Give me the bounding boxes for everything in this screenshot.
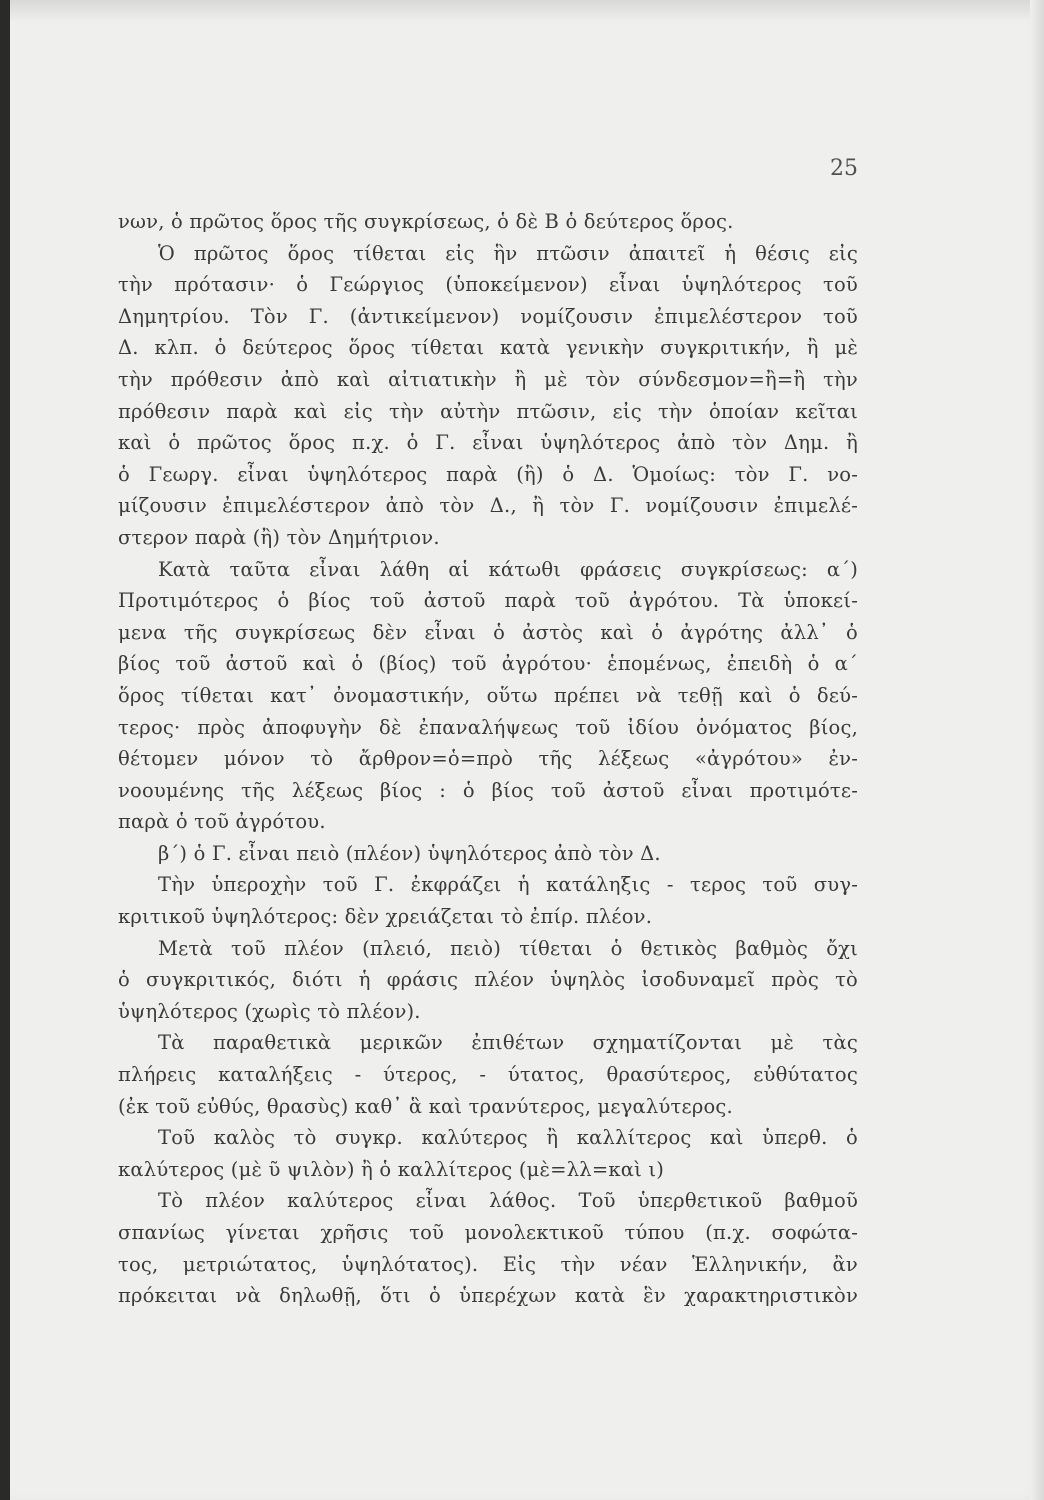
text-line: τερος· πρὸς ἀποφυγὴν δὲ ἐπαναλήψεως τοῦ ἰδίου ὀνόματος βίος, [118,715,858,739]
text-line: βίος τοῦ ἀστοῦ καὶ ὁ (βίος) τοῦ ἀγρότου· ἑπομένως, ἐπειδὴ ὁ α΄ [118,652,858,676]
text-line: σπανίως γίνεται χρῆσις τοῦ μονολεκτικοῦ τύπου (π.χ. σοφώτα- [118,1221,858,1244]
text-line: ὁ συγκριτικός, διότι ἡ φράσις πλέον ὑψηλὸς ἰσοδυναμεῖ πρὸς τὸ [118,968,858,992]
text-line: θέτομεν μόνον τὸ ἄρθρον=ὁ=πρὸ τῆς λέξεως «ἀγρότου» ἐν- [118,747,858,771]
text-line: τὴν πρόθεσιν ἀπὸ καὶ αἰτιατικὴν ἢ μὲ τὸν σύνδεσμον=ἢ=ἢ τὴν [118,367,858,391]
text-line: νων, ὁ πρῶτος ὅρος τῆς συγκρίσεως, ὁ δὲ Β ὁ δεύτερος ὅρος. [118,210,734,233]
text-line: β΄) ὁ Γ. εἶναι πειὸ (πλέον) ὑψηλότερος ἀπὸ τὸν Δ. [158,841,661,865]
text-line: ὑψηλότερος (χωρὶς τὸ πλέον). [118,999,421,1023]
text-line: Τὴν ὑπεροχὴν τοῦ Γ. ἐκφράζει ἡ κατάληξις - τερος τοῦ συγ- [158,873,858,897]
text-line: στερον παρὰ (ἢ) τὸν Δημήτριον. [118,525,440,549]
text-line: κριτικοῦ ὑψηλότερος: δὲν χρειάζεται τὸ ἐπίρ. πλέον. [118,905,653,929]
text-line: Δημητρίου. Τὸν Γ. (ἀντικείμενον) νομίζουσιν ἐπιμελέστερον τοῦ [118,304,858,328]
text-line: μενα τῆς συγκρίσεως δὲν εἶναι ὁ ἀστὸς καὶ ὁ ἀγρότης ἀλλ᾽ ὁ [118,620,858,644]
text-line: (ἐκ τοῦ εὐθύς, θρασὺς) καθ᾽ ἃ καὶ τρανύτερος, μεγαλύτερος. [118,1094,733,1118]
text-line: Μετὰ τοῦ πλέον (πλειό, πειὸ) τίθεται ὁ θετικὸς βαθμὸς ὄχι [158,936,858,960]
book-page [10,0,1044,1500]
text-line: Κατὰ ταῦτα εἶναι λάθη αἱ κάτωθι φράσεις συγκρίσεως: α΄) [158,557,858,581]
text-line: καλύτερος (μὲ ῦ ψιλὸν) ἢ ὁ καλλίτερος (μὲ=λλ=καὶ ι) [118,1157,665,1181]
page-top-edge [10,0,1044,22]
text-line: καὶ ὁ πρῶτος ὅρος π.χ. ὁ Γ. εἶναι ὑψηλότερος ἀπὸ τὸν Δημ. ἢ [118,431,858,455]
page-number: 25 [830,156,858,181]
text-line: πλήρεις καταλήξεις - ύτερος, - ύτατος, θρασύτερος, εὐθύτατος [118,1063,858,1087]
text-line: πρόκειται νὰ δηλωθῇ, ὅτι ὁ ὑπερέχων κατὰ ἓν χαρακτηριστικὸν [118,1284,858,1308]
text-line: ὁ Γεωργ. εἶναι ὑψηλότερος παρὰ (ἢ) ὁ Δ. Ὁμοίως: τὸν Γ. νο- [118,462,858,486]
text-line: Προτιμότερος ὁ βίος τοῦ ἀστοῦ παρὰ τοῦ ἀγρότου. Τὰ ὑποκεί- [118,589,858,613]
text-line: ὅρος τίθεται κατ᾽ ὀνομαστικήν, οὕτω πρέπει νὰ τεθῇ καὶ ὁ δεύ- [118,683,858,707]
text-line: Τὸ πλέον καλύτερος εἶναι λάθος. Τοῦ ὑπερθετικοῦ βαθμοῦ [158,1189,858,1213]
text-line: τος, μετριώτατος, ὑψηλότατος). Εἰς τὴν νέαν Ἑλληνικήν, ἂν [118,1252,858,1276]
text-line: μίζουσιν ἐπιμελέστερον ἀπὸ τὸν Δ., ἢ τὸν Γ. νομίζουσιν ἐπιμελέ- [118,494,858,518]
text-line: Δ. κλπ. ὁ δεύτερος ὅρος τίθεται κατὰ γενικὴν συγκριτικήν, ἢ μὲ [118,336,858,360]
text-line: Ὁ πρῶτος ὅρος τίθεται εἰς ἣν πτῶσιν ἀπαιτεῖ ἡ θέσις εἰς [158,241,858,265]
text-line: τὴν πρότασιν· ὁ Γεώργιος (ὑποκείμενον) εἶναι ὑψηλότερος τοῦ [118,273,858,297]
text-line: πρόθεσιν παρὰ καὶ εἰς τὴν αὐτὴν πτῶσιν, εἰς τὴν ὁποίαν κεῖται [118,399,858,423]
page-right-edge [1030,0,1044,1500]
text-line: Τὰ παραθετικὰ μερικῶν ἐπιθέτων σχηματίζονται μὲ τὰς [158,1031,858,1055]
body-text [118,206,858,1312]
text-line: νοουμένης τῆς λέξεως βίος : ὁ βίος τοῦ ἀστοῦ εἶναι προτιμότε- [118,778,858,802]
text-line: παρὰ ὁ τοῦ ἀγρότου. [118,810,326,834]
text-line: Τοῦ καλὸς τὸ συγκρ. καλύτερος ἢ καλλίτερος καὶ ὑπερθ. ὁ [158,1126,858,1150]
